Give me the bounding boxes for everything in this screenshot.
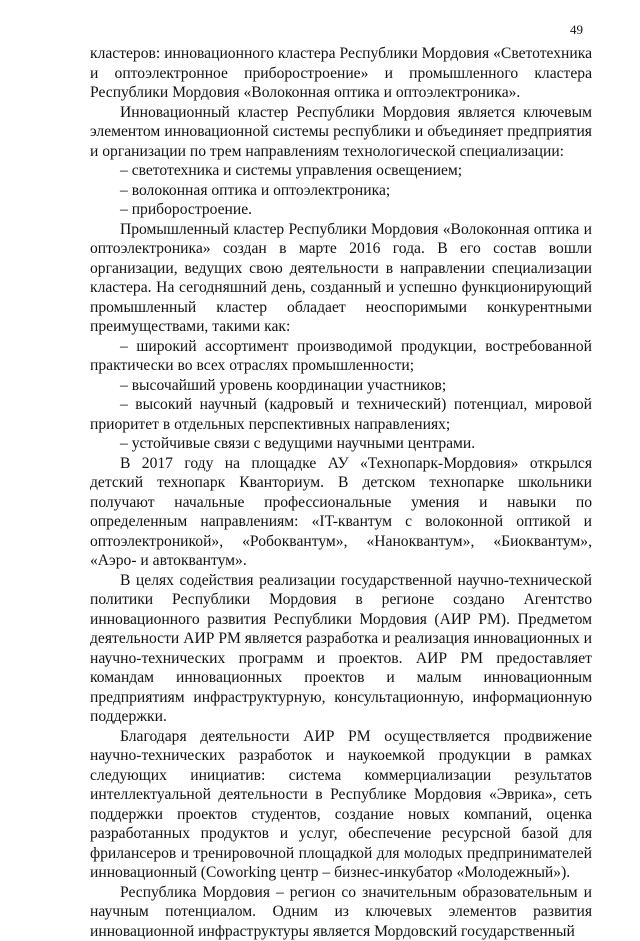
list-item: – устойчивые связи с ведущими научными центрами. <box>90 434 592 454</box>
paragraph: Промышленный кластер Республики Мордовия «Волоконная оптика и оптоэлектроника» создан в марте 2016 года. В его состав вошли организации, ведущих свою деятельности в направлении специализации кластера. На сегодняшний день, созданный и успешно функционирующий промышленный кластер обладает неоспоримыми конкурентными преимуществами, такими как: <box>90 220 592 337</box>
page-number: 49 <box>570 22 583 38</box>
paragraph: кластеров: инновационного кластера Республики Мордовия «Светотехника и оптоэлектронное приборостроение» и промышленного кластера Республики Мордовия «Волоконная оптика и оптоэлектроника». <box>90 44 592 103</box>
paragraph: В 2017 году на площадке АУ «Технопарк-Мордовия» открылся детский технопарк Кванториум. В детском технопарке школьники получают начальные профессиональные умения и навыки по определенным направлениям: «IT-квантум с волоконной оптикой и оптоэлектроникой», «Робоквантум», «Наноквантум», «Биоквантум», «Аэро- и автоквантум». <box>90 454 592 571</box>
paragraph: Республика Мордовия – регион со значительным образовательным и научным потенциалом. Одним из ключевых элементов развития инновационной инфраструктуры является Мордовский государственный <box>90 883 592 941</box>
paragraph: В целях содействия реализации государственной научно-технической политики Республики Мордовия в регионе создано Агентство инновационного развития Республики Мордовия (АИР РМ). Предметом деятельности АИР РМ является разработка и реализация инновационных и научно-технических программ и проектов. АИР РМ предоставляет командам инновационных проектов и малым инновационным предприятиям инфраструктурную, консультационную, информационную поддержки. <box>90 571 592 727</box>
paragraph: Инновационный кластер Республики Мордовия является ключевым элементом инновационной системы республики и объединяет предприятия и организации по трем направлениям технологической специализации: <box>90 103 592 162</box>
page-body <box>90 44 592 941</box>
list-item: – волоконная оптика и оптоэлектроника; <box>90 181 592 201</box>
list-item: – приборостроение. <box>90 200 592 220</box>
paragraph: Благодаря деятельности АИР РМ осуществляется продвижение научно-технических разработок и наукоемкой продукции в рамках следующих инициатив: система коммерциализации результатов интеллектуальной деятельности в Республике Мордовия «Эврика», сеть поддержки проектов студентов, создание новых компаний, оценка разработанных продуктов и услуг, обеспечение ресурсной базой для фрилансеров и тренировочной площадкой для молодых предпринимателей инновационный (Coworking центр – бизнес-инкубатор «Молодежный»). <box>90 727 592 883</box>
list-item: – светотехника и системы управления освещением; <box>90 161 592 181</box>
list-item: – высочайший уровень координации участников; <box>90 376 592 396</box>
list-item: – высокий научный (кадровый и технический) потенциал, мировой приоритет в отдельных перспективных направлениях; <box>90 395 592 434</box>
list-item: – широкий ассортимент производимой продукции, востребованной практически во всех отраслях промышленности; <box>90 337 592 376</box>
